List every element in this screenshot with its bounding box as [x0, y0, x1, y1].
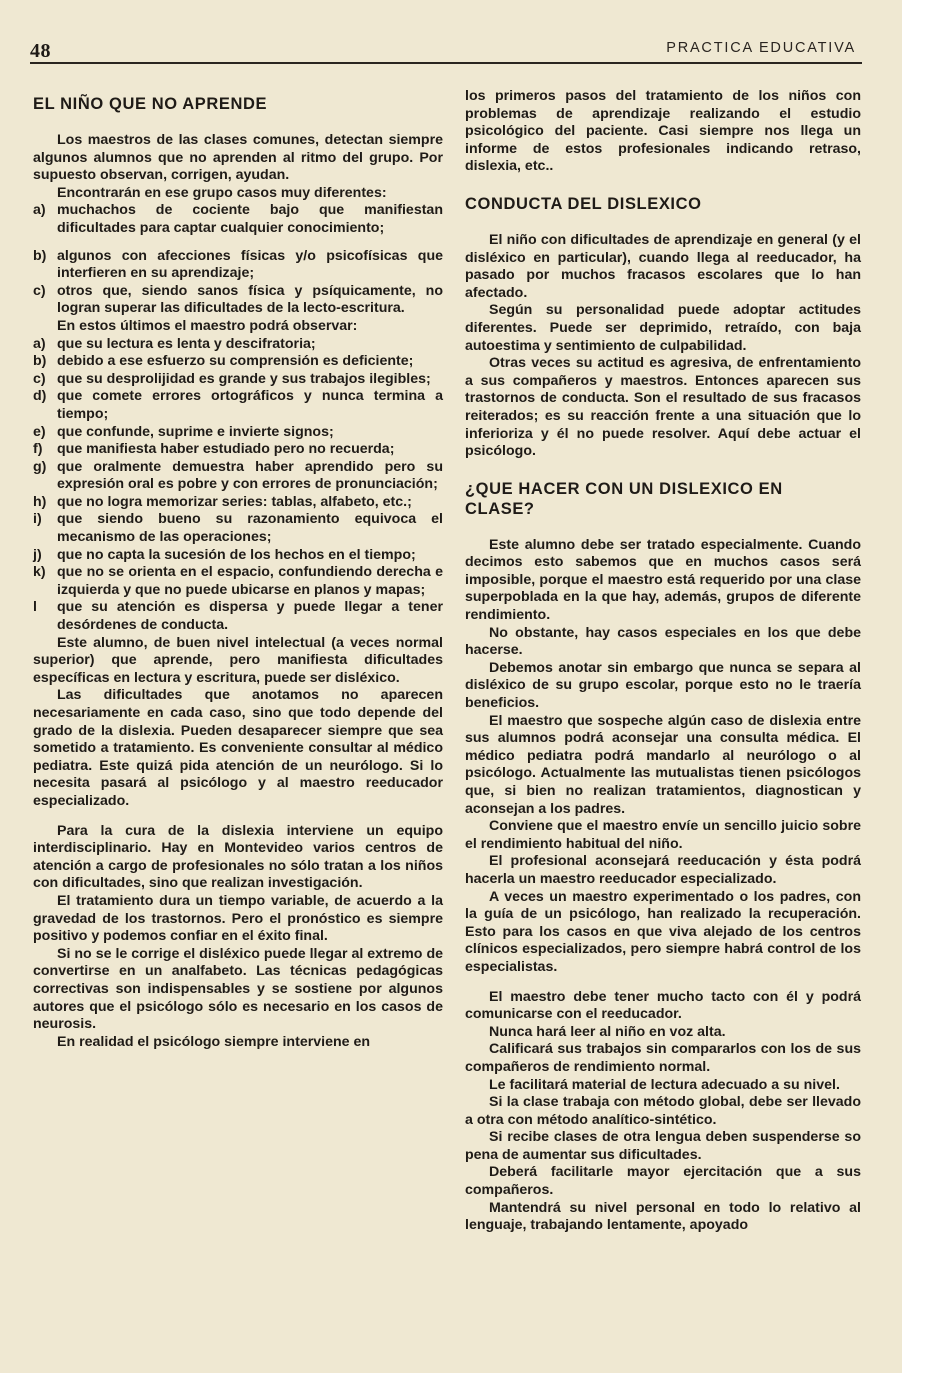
list-marker: a)	[33, 335, 46, 352]
list-item	[33, 564, 443, 599]
paragraph-treatment: El tratamiento dura un tiempo variable, de acuerdo a la gravedad de los trastornos. Pero el pronóstico es siempre positivo y podemos confiar en el éxito final.	[33, 892, 443, 945]
list-item-text: que su atención es dispersa y puede llegar a tener desórdenes de conducta.	[57, 599, 443, 634]
heading-conducta-del-dislexico: CONDUCTA DEL DISLEXICO	[465, 194, 702, 213]
list-marker: j)	[33, 546, 42, 563]
list-item-text: que su lectura es lenta y descifratoria;	[57, 335, 316, 352]
paragraph-difficulties: Las dificultades que anotamos no aparecen necesariamente en cada caso, sino que todo depende del grado de la dislexia. Pueden desaparecer siempre que sea sometido a tratamiento. Es conveniente consultar al médico pediatra. Este quizá pida atención de un neurólogo. Si lo necesita pasará al psicólogo y al maestro reeducador especializado.	[33, 687, 443, 809]
header-rule	[30, 62, 862, 64]
list-item-text: debido a ese esfuerzo su comprensión es deficiente;	[57, 353, 414, 370]
list-item	[33, 441, 443, 459]
paragraph-class-7: A veces un maestro experimentado o los padres, con la guía de un psicólogo, han realizado la recuperación. Esto para los casos en que viva alejado de los centros clínicos especializados, pero siempre habrá control de los especialistas.	[465, 888, 861, 975]
list-item-text: que confunde, suprime e invierte signos;	[57, 423, 334, 440]
paragraph-class-3: Debemos anotar sin embargo que nunca se separa al disléxico de su grupo escolar, porque esto no le traería beneficios.	[465, 659, 861, 712]
scan-margin	[902, 0, 952, 1373]
paragraph-method: Si la clase trabaja con método global, debe ser llevado a otra con método analítico-sintético.	[465, 1094, 861, 1128]
paragraph-intro: Los maestros de las clases comunes, detectan siempre algunos alumnos que no aprenden al ritmo del grupo. Por supuesto observan, corrigen, ayudan.	[33, 132, 443, 184]
list-marker: e)	[33, 423, 46, 440]
paragraph-class-1: Este alumno debe ser tratado especialmente. Cuando decimos esto sabemos que en muchos casos será imposible, porque el maestro está requerido por una clase superpoblada en la que hay, además, grupos de diferente rendimiento.	[465, 536, 861, 624]
list-item	[33, 336, 443, 354]
list-marker: f)	[33, 441, 43, 458]
paragraph-class-6: El profesional aconsejará reeducación y ésta podrá hacerla un maestro reeducador especializado.	[465, 853, 861, 887]
list-marker: k)	[33, 564, 46, 581]
running-title: PRACTICA EDUCATIVA	[666, 40, 856, 56]
paragraph-conduct-1: El niño con dificultades de aprendizaje en general (y el disléxico en particular), cuando llega al reeducador, ha pasado por muchos fracasos escolares que lo han afectado.	[465, 231, 861, 301]
list-item-text: que manifiesta haber estudiado pero no recuerda;	[57, 441, 395, 458]
list-item-text: que no se orienta en el espacio, confundiendo derecha e izquierda y que no puede ubicarse en planos y mapas;	[57, 564, 443, 598]
list-marker: c)	[33, 370, 46, 387]
paragraph-conduct-3: Otras veces su actitud es agresiva, de enfrentamiento a sus compañeros y maestros. Entonces aparecen sus trastornos de conducta. Son el resultado de sus fracasos reiterados; es su reacción frente a una situación que lo inferioriza y él no puede resolver. Aquí debe actuar el psicólogo.	[465, 355, 861, 460]
list-marker: g)	[33, 458, 47, 475]
list-item	[33, 283, 443, 318]
right-column	[465, 88, 861, 1235]
paragraph-exercise: Deberá facilitarle mayor ejercitación que a sus compañeros.	[465, 1164, 861, 1199]
list-item-text: otros que, siendo sanos física y psíquicamente, no logran superar las dificultades de la lecto-escritura.	[57, 282, 443, 317]
list-item	[33, 599, 443, 634]
paragraph-illiterate: Si no se le corrige el disléxico puede llegar al extremo de convertirse en un analfabeto. Las técnicas pedagógicas correctivas son indispensables y se sostiene por algunos autores que el psicólogo sólo es necesario en los casos de neurosis.	[33, 945, 443, 1033]
paragraph-class-2: No obstante, hay casos especiales en los que debe hacerse.	[465, 624, 861, 659]
list-marker: h)	[33, 493, 47, 510]
paragraph-tact: El maestro debe tener mucho tacto con él y podrá comunicarse con el reeducador.	[465, 988, 861, 1023]
list-item	[33, 353, 443, 371]
heading-que-hacer-en-clase: ¿QUE HACER CON UN DISLEXICO EN CLASE?	[465, 479, 783, 518]
list-marker: b)	[33, 353, 47, 370]
page-number: 48	[30, 40, 51, 62]
paragraph-dyslexic-student: Este alumno, de buen nivel intelectual (a veces normal superior) que aprende, pero manifiesta dificultades específicas en lectura y escritura, puede ser disléxico.	[33, 634, 443, 686]
paragraph-reading-material: Le facilitará material de lectura adecuado a su nivel.	[489, 1076, 840, 1093]
list-item-text: que no capta la sucesión de los hechos en el tiempo;	[57, 546, 416, 563]
list-item-text: algunos con afecciones físicas y/o psicofísicas que interfieren en su aprendizaje;	[57, 247, 443, 282]
paragraph-continued: los primeros pasos del tratamiento de los niños con problemas de aprendizaje realizando el estudio psicológico del paciente. Casi siempre nos llega un informe de estos profesionales indicando retraso, dislexia, etc..	[465, 88, 861, 175]
paragraph-class-5: Conviene que el maestro envíe un sencillo juicio sobre el rendimiento habitual del niño.	[465, 818, 861, 852]
left-column	[33, 88, 443, 1051]
paragraph-class-4: El maestro que sospeche algún caso de dislexia entre sus alumnos podrá aconsejar una consulta médica. El médico pediatra podrá mandarlo al neurólogo o al psicólogo. Actualmente las mutualistas tienen psicólogos que, si bien no realizan tratamientos, diagnostican y aconsejan a los padres.	[465, 712, 861, 817]
list-item-text: que oralmente demuestra haber aprendido pero su expresión oral es pobre y con errores de pronunciación;	[57, 458, 443, 493]
paragraph-cases-intro: Encontrarán en ese grupo casos muy diferentes:	[57, 184, 387, 201]
paragraph-conduct-2: Según su personalidad puede adoptar actitudes diferentes. Puede ser deprimido, retraído, con baja autoestima y sentimiento de culpabilidad.	[465, 302, 861, 354]
list-item	[33, 547, 443, 565]
list-item	[33, 511, 443, 546]
paragraph-psychologist: En realidad el psicólogo siempre interviene en	[57, 1033, 371, 1050]
list-marker: d)	[33, 388, 47, 405]
list-item	[33, 388, 443, 423]
list-item	[33, 494, 443, 512]
list-marker: l	[33, 599, 37, 616]
cases-list	[33, 202, 443, 318]
paragraph-team: Para la cura de la dislexia interviene un equipo interdisciplinario. Hay en Montevideo varios centros de atención a cargo de profesionales no sólo tratan a los niños con dificultades, sino que realizan investigación.	[33, 822, 443, 892]
paragraph-foreign-language: Si recibe clases de otra lengua deben suspenderse so pena de aumentar sus dificultades.	[465, 1129, 861, 1163]
paragraph-grading: Calificará sus trabajos sin compararlos con los de sus compañeros de rendimiento normal.	[465, 1041, 861, 1075]
list-item	[33, 371, 443, 389]
paragraph-language-level: Mantendrá su nivel personal en todo lo relativo al lenguaje, trabajando lentamente, apoyado	[465, 1199, 861, 1234]
list-item	[33, 248, 443, 283]
list-marker: a)	[33, 202, 46, 219]
list-item-text: que no logra memorizar series: tablas, alfabeto, etc.;	[57, 493, 412, 510]
list-marker: i)	[33, 511, 42, 528]
list-item	[33, 459, 443, 494]
heading-nino-que-no-aprende: EL NIÑO QUE NO APRENDE	[33, 95, 268, 113]
list-item-text: que siendo bueno su razonamiento equivoca el mecanismo de las operaciones;	[57, 511, 443, 546]
list-item-text: que su desprolijidad es grande y sus trabajos ilegibles;	[57, 370, 431, 387]
list-marker: b)	[33, 247, 47, 264]
observations-list	[33, 336, 443, 635]
list-item	[33, 202, 443, 237]
list-item-text: que comete errores ortográficos y nunca termina a tiempo;	[57, 388, 443, 422]
paragraph-read-aloud: Nunca hará leer al niño en voz alta.	[489, 1023, 726, 1040]
paragraph-observe-intro: En estos últimos el maestro podrá observar:	[57, 317, 358, 334]
list-marker: c)	[33, 282, 46, 299]
list-item-text: muchachos de cociente bajo que manifiestan dificultades para captar cualquier conocimiento;	[57, 202, 443, 236]
list-item	[33, 424, 443, 442]
